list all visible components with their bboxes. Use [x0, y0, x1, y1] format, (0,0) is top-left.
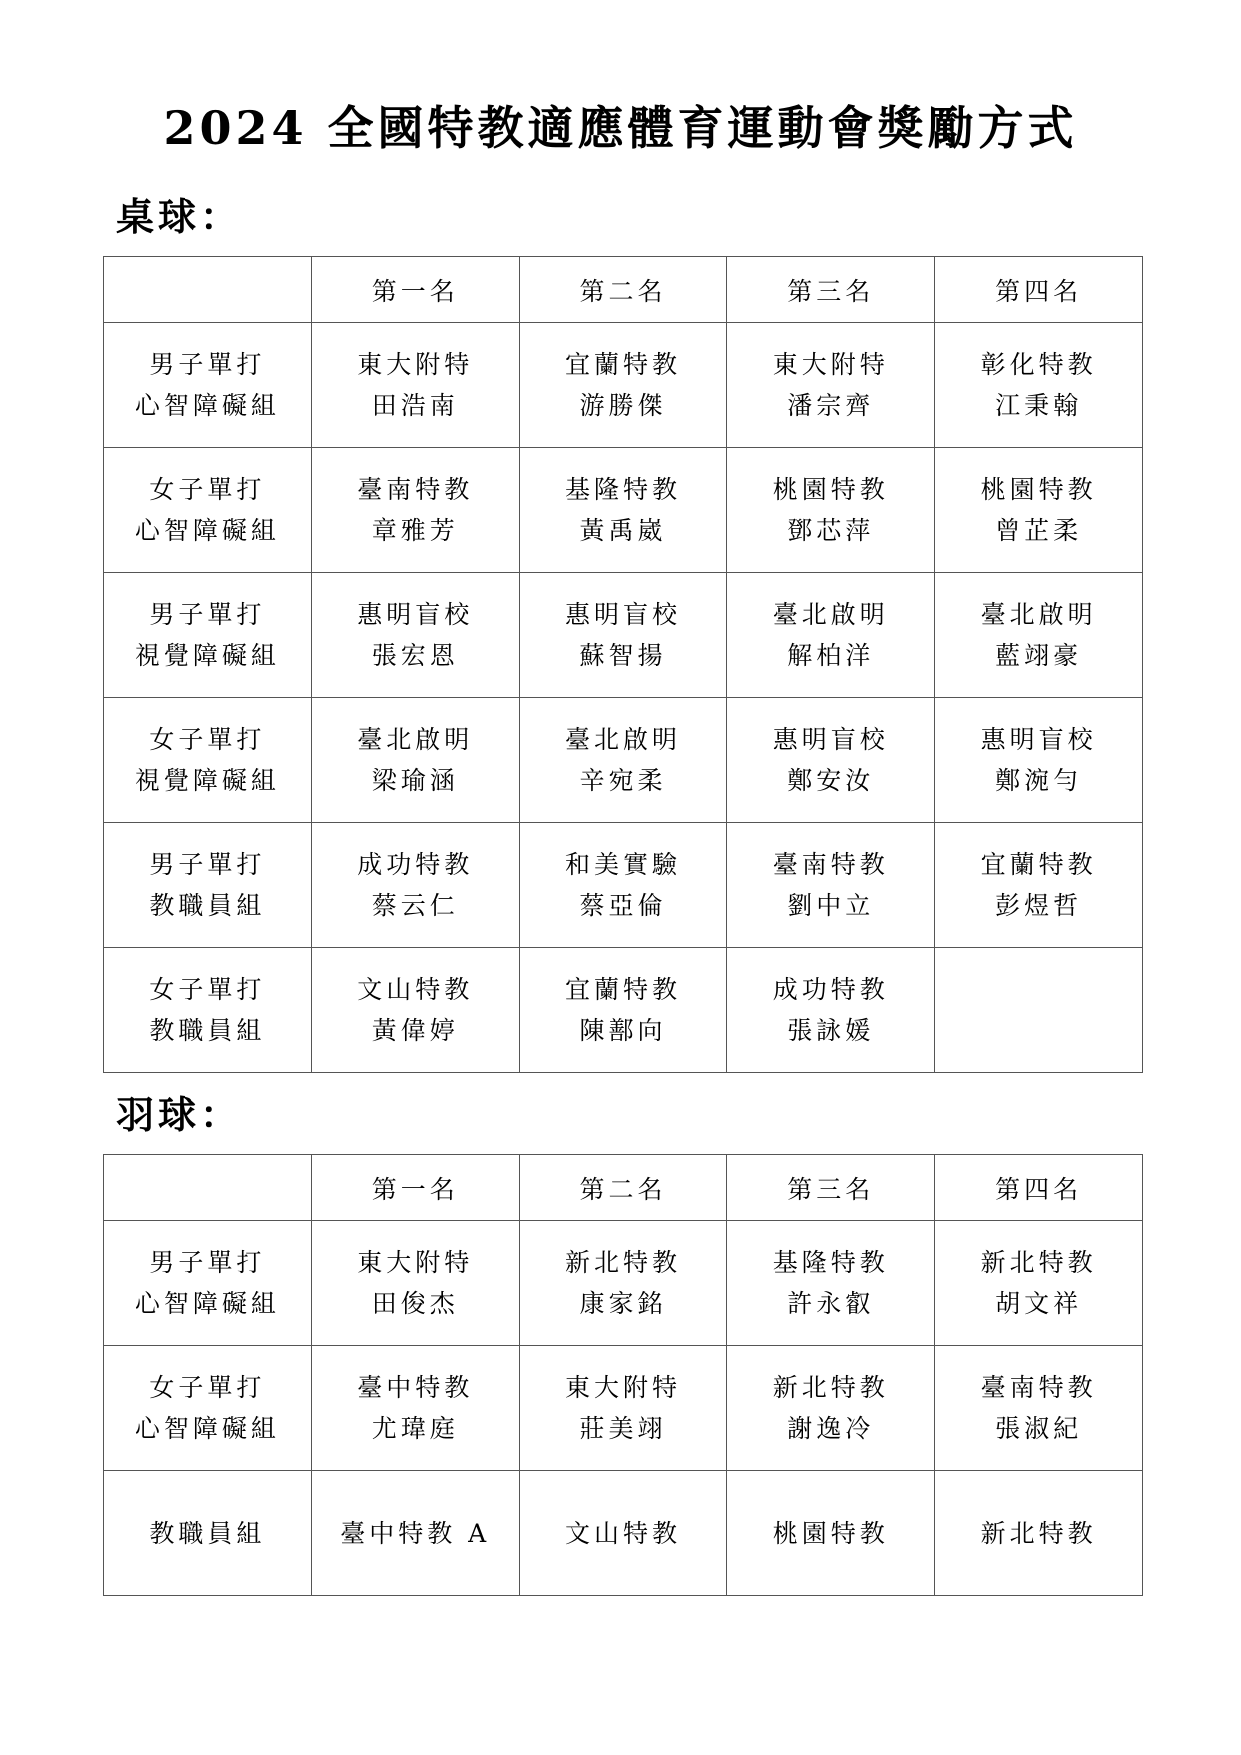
category-cell-line-secondary: 視覺障礙組: [134, 766, 280, 795]
result-cell-line-primary: 臺中特教: [357, 1373, 474, 1402]
table-header-row: [104, 257, 1143, 323]
category-cell-line-primary: 女子單打: [149, 975, 266, 1004]
result-cell: [311, 948, 519, 1073]
result-cell: [519, 448, 727, 573]
category-cell-line-secondary: 心智障礙組: [134, 1289, 280, 1318]
section-heading-badminton: 羽球：: [116, 1092, 243, 1137]
result-cell: [935, 698, 1143, 823]
result-cell-line-primary: 新北特教: [980, 1518, 1097, 1548]
result-cell: [727, 948, 935, 1073]
category-cell: [104, 573, 312, 698]
category-cell-line-secondary: 心智障礙組: [134, 1414, 280, 1443]
category-cell-line-secondary: 教職員組: [149, 1016, 266, 1045]
result-cell-line-primary: 文山特教: [564, 1518, 681, 1548]
result-cell-line-primary: 新北特教: [980, 1248, 1097, 1277]
category-cell-line-secondary: 視覺障礙組: [134, 641, 280, 670]
result-cell-line-primary: 惠明盲校: [772, 725, 889, 754]
result-cell-line-secondary: 黃偉婷: [371, 1016, 459, 1045]
results-table-body: [104, 1155, 1143, 1596]
category-cell: [104, 698, 312, 823]
result-cell-line-secondary: 田浩南: [371, 391, 459, 420]
result-cell-line-primary: 惠明盲校: [357, 600, 474, 629]
category-cell: [104, 323, 312, 448]
result-cell: [935, 1221, 1143, 1346]
corner-header-cell: [104, 257, 312, 323]
result-cell-line-secondary: 田俊杰: [371, 1289, 459, 1318]
result-cell-line-primary: 臺南特教: [980, 1373, 1097, 1402]
category-cell: [104, 1471, 312, 1596]
table-row: [104, 698, 1143, 823]
result-cell: [935, 948, 1143, 1073]
results-table-body: [104, 257, 1143, 1073]
category-cell: [104, 948, 312, 1073]
result-cell-line-primary: 新北特教: [772, 1373, 889, 1402]
result-cell-line-secondary: 潘宗齊: [787, 391, 875, 420]
result-cell: [311, 323, 519, 448]
rank-header-cell: 第三名: [727, 257, 935, 323]
result-cell-line-secondary: 解柏洋: [787, 641, 875, 670]
result-cell-line-secondary: 康家銘: [579, 1289, 667, 1318]
result-cell-line-primary: 東大附特: [357, 350, 474, 379]
category-cell-line-secondary: 心智障礙組: [134, 391, 280, 420]
result-cell-line-secondary: 辛宛柔: [579, 766, 667, 795]
table-row: [104, 573, 1143, 698]
result-cell-line-secondary: 梁瑜涵: [371, 766, 459, 795]
result-cell-line-secondary: 彭煜哲: [995, 891, 1083, 920]
result-cell: [727, 1346, 935, 1471]
rank-header-cell: 第二名: [519, 1155, 727, 1221]
result-cell-line-secondary: 蔡云仁: [371, 891, 459, 920]
result-cell-line-secondary: 許永叡: [787, 1289, 875, 1318]
result-cell: [727, 698, 935, 823]
result-cell: [311, 1346, 519, 1471]
result-cell: [727, 823, 935, 948]
table-row: [104, 448, 1143, 573]
result-cell-line-secondary: 蘇智揚: [579, 641, 667, 670]
result-cell-line-primary: 惠明盲校: [980, 725, 1097, 754]
table-row: [104, 1471, 1143, 1596]
result-cell-line-secondary: 章雅芳: [371, 516, 459, 545]
result-cell-line-primary: 惠明盲校: [564, 600, 681, 629]
result-cell-line-primary: 文山特教: [357, 975, 474, 1004]
result-cell-line-secondary: 鄧芯萍: [787, 516, 875, 545]
result-cell-line-secondary: 藍翊豪: [995, 641, 1083, 670]
result-cell-line-secondary: 游勝傑: [579, 391, 667, 420]
rank-header-cell: 第二名: [519, 257, 727, 323]
result-cell: [519, 1471, 727, 1596]
result-cell-line-secondary: 劉中立: [787, 891, 875, 920]
category-cell-line-primary: 男子單打: [149, 350, 266, 379]
result-cell-line-primary: 臺北啟明: [357, 725, 474, 754]
result-cell: [311, 1221, 519, 1346]
result-cell-line-secondary: 張淑紀: [995, 1414, 1083, 1443]
result-cell: [727, 573, 935, 698]
result-cell-line-secondary: 尤瑋庭: [371, 1414, 459, 1443]
result-cell-line-primary: 東大附特: [357, 1248, 474, 1277]
result-cell-line-primary: 臺北啟明: [564, 725, 681, 754]
table-row: [104, 823, 1143, 948]
table-row: [104, 323, 1143, 448]
result-cell: [727, 1471, 935, 1596]
section-heading-table-tennis: 桌球：: [116, 194, 243, 239]
category-cell: [104, 1221, 312, 1346]
result-cell-line-secondary: 張詠媛: [787, 1016, 875, 1045]
result-cell-line-primary: 宜蘭特教: [564, 350, 681, 379]
result-cell-line-primary: 和美實驗: [564, 850, 681, 879]
category-cell: [104, 823, 312, 948]
result-cell-line-primary: 宜蘭特教: [564, 975, 681, 1004]
result-cell-line-primary: 成功特教: [772, 975, 889, 1004]
result-cell: [519, 948, 727, 1073]
result-cell-line-primary: 桃園特教: [772, 1518, 889, 1548]
table-row: [104, 1346, 1143, 1471]
corner-header-cell: [104, 1155, 312, 1221]
result-cell: [519, 323, 727, 448]
result-cell: [519, 1346, 727, 1471]
result-cell: [727, 323, 935, 448]
result-cell-line-primary: 基隆特教: [772, 1248, 889, 1277]
result-cell: [727, 1221, 935, 1346]
result-cell-line-primary: 成功特教: [357, 850, 474, 879]
results-table-badminton: [103, 1154, 1143, 1596]
result-cell: [935, 573, 1143, 698]
result-cell-line-secondary: 鄭安汝: [787, 766, 875, 795]
result-cell-line-secondary: 蔡亞倫: [579, 891, 667, 920]
result-cell-line-primary: 臺北啟明: [772, 600, 889, 629]
result-cell-line-primary: 東大附特: [564, 1373, 681, 1402]
category-cell: [104, 1346, 312, 1471]
category-cell-line-primary: 男子單打: [149, 1248, 266, 1277]
result-cell-line-secondary: 莊美翊: [579, 1414, 667, 1443]
result-cell-line-secondary: 陳鄯向: [579, 1016, 667, 1045]
rank-header-cell: 第四名: [935, 1155, 1143, 1221]
rank-header-cell: 第三名: [727, 1155, 935, 1221]
rank-header-cell: 第四名: [935, 257, 1143, 323]
category-cell-line-primary: 教職員組: [149, 1518, 266, 1548]
result-cell: [519, 698, 727, 823]
result-cell-line-secondary: 胡文祥: [995, 1289, 1083, 1318]
category-cell-line-secondary: 教職員組: [149, 891, 266, 920]
rank-header-cell: 第一名: [311, 257, 519, 323]
result-cell-line-primary: 臺南特教: [772, 850, 889, 879]
result-cell: [311, 448, 519, 573]
result-cell: [519, 573, 727, 698]
result-cell: [935, 448, 1143, 573]
result-cell: [935, 1346, 1143, 1471]
result-cell-line-primary: 桃園特教: [980, 475, 1097, 504]
results-table-table-tennis: [103, 256, 1143, 1073]
result-cell-line-secondary: 江秉翰: [995, 391, 1083, 420]
table-header-row: [104, 1155, 1143, 1221]
result-cell: [519, 823, 727, 948]
result-cell: [311, 698, 519, 823]
result-cell-line-primary: 新北特教: [564, 1248, 681, 1277]
rank-header-cell: 第一名: [311, 1155, 519, 1221]
result-cell-line-secondary: 張宏恩: [371, 641, 459, 670]
result-cell-line-secondary: 黃禹崴: [579, 516, 667, 545]
result-cell-line-primary: 彰化特教: [980, 350, 1097, 379]
result-cell: [519, 1221, 727, 1346]
result-cell: [727, 448, 935, 573]
result-cell-line-primary: 臺北啟明: [980, 600, 1097, 629]
category-cell-line-primary: 男子單打: [149, 600, 266, 629]
result-cell: [311, 1471, 519, 1596]
result-cell: [311, 573, 519, 698]
result-cell: [935, 823, 1143, 948]
table-row: [104, 1221, 1143, 1346]
result-cell-line-secondary: 謝逸冷: [787, 1414, 875, 1443]
result-cell: [935, 323, 1143, 448]
result-cell-line-secondary: 鄭涴勻: [995, 766, 1083, 795]
category-cell-line-primary: 女子單打: [149, 1373, 266, 1402]
document-title: 2024 全國特教適應體育運動會獎勵方式: [163, 101, 1078, 155]
result-cell: [935, 1471, 1143, 1596]
category-cell-line-primary: 男子單打: [149, 850, 266, 879]
result-cell-line-primary: 桃園特教: [772, 475, 889, 504]
category-cell-line-primary: 女子單打: [149, 725, 266, 754]
result-cell-line-primary: 宜蘭特教: [980, 850, 1097, 879]
result-cell-line-secondary: 曾芷柔: [995, 516, 1083, 545]
category-cell: [104, 448, 312, 573]
result-cell-line-primary: 臺南特教: [357, 475, 474, 504]
result-cell-line-primary: 基隆特教: [564, 475, 681, 504]
category-cell-line-secondary: 心智障礙組: [134, 516, 280, 545]
result-cell-line-primary: 臺中特教 A: [340, 1518, 491, 1548]
result-cell: [311, 823, 519, 948]
result-cell-line-primary: 東大附特: [772, 350, 889, 379]
category-cell-line-primary: 女子單打: [149, 475, 266, 504]
table-row: [104, 948, 1143, 1073]
